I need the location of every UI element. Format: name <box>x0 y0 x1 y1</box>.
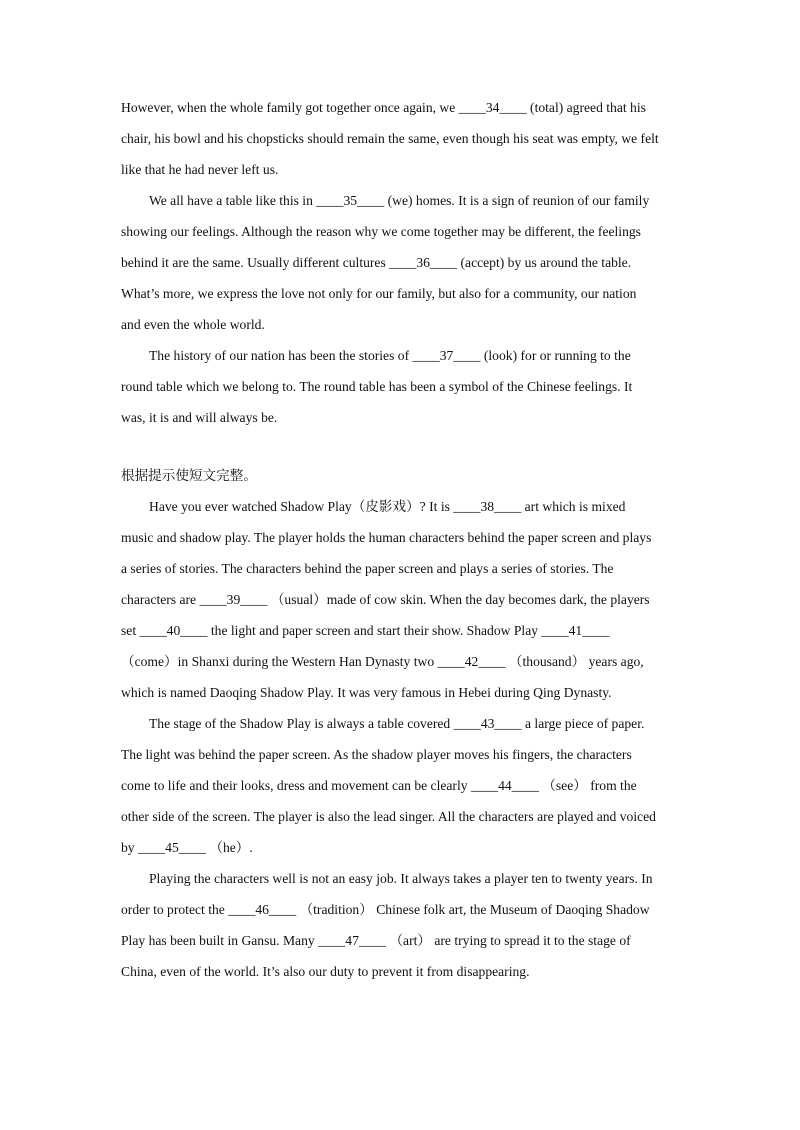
text-line: by ____45____ （he）. <box>121 840 253 855</box>
text-line: characters are ____39____ （usual）made of cow skin. When the day becomes dark, the players <box>121 592 650 607</box>
text-line: which is named Daoqing Shadow Play. It was very famous in Hebei during Qing Dynasty. <box>121 685 612 700</box>
text-line: was, it is and will always be. <box>121 410 278 425</box>
text-line: Play has been built in Gansu. Many ____47____ （art） are trying to spread it to the stage of <box>121 933 631 948</box>
text-line: The light was behind the paper screen. As the shadow player moves his fingers, the characters <box>121 747 632 762</box>
text-line: What’s more, we express the love not only for our family, but also for a community, our nation <box>121 286 637 301</box>
text-line: However, when the whole family got together once again, we ____34____ (total) agreed that his <box>121 100 646 115</box>
text-line: showing our feelings. Although the reason why we come together may be different, the feelings <box>121 224 641 239</box>
text-line: Playing the characters well is not an easy job. It always takes a player ten to twenty years. In <box>149 871 653 886</box>
text-line: The history of our nation has been the stories of ____37____ (look) for or running to the <box>149 348 631 363</box>
text-line: （come）in Shanxi during the Western Han Dynasty two ____42____ （thousand） years ago, <box>121 654 644 669</box>
text-line: We all have a table like this in ____35____ (we) homes. It is a sign of reunion of our family <box>149 193 650 208</box>
text-line: China, even of the world. It’s also our duty to prevent it from disappearing. <box>121 964 530 979</box>
text-line: set ____40____ the light and paper screen and start their show. Shadow Play ____41____ <box>121 623 610 638</box>
text-line: order to protect the ____46____ （tradition） Chinese folk art, the Museum of Daoqing Shadow <box>121 902 650 917</box>
text-line: and even the whole world. <box>121 317 265 332</box>
text-line: Have you ever watched Shadow Play（皮影戏）? It is ____38____ art which is mixed <box>149 499 626 514</box>
text-line: behind it are the same. Usually different cultures ____36____ (accept) by us around the table. <box>121 255 632 270</box>
section-heading: 根据提示使短文完整。 <box>121 468 257 483</box>
text-line: The stage of the Shadow Play is always a table covered ____43____ a large piece of paper. <box>149 716 645 731</box>
text-line: come to life and their looks, dress and movement can be clearly ____44____ （see） from the <box>121 778 637 793</box>
text-line: round table which we belong to. The round table has been a symbol of the Chinese feelings. It <box>121 379 633 394</box>
section-gap <box>121 433 681 460</box>
text-line: a series of stories. The characters behind the paper screen and plays a series of stories. The <box>121 561 614 576</box>
text-line: chair, his bowl and his chopsticks should remain the same, even though his seat was empty, we felt <box>121 131 659 146</box>
text-line: music and shadow play. The player holds the human characters behind the paper screen and plays <box>121 530 652 545</box>
document-page <box>121 92 681 987</box>
text-line: like that he had never left us. <box>121 162 279 177</box>
text-line: other side of the screen. The player is also the lead singer. All the characters are played and voiced <box>121 809 656 824</box>
